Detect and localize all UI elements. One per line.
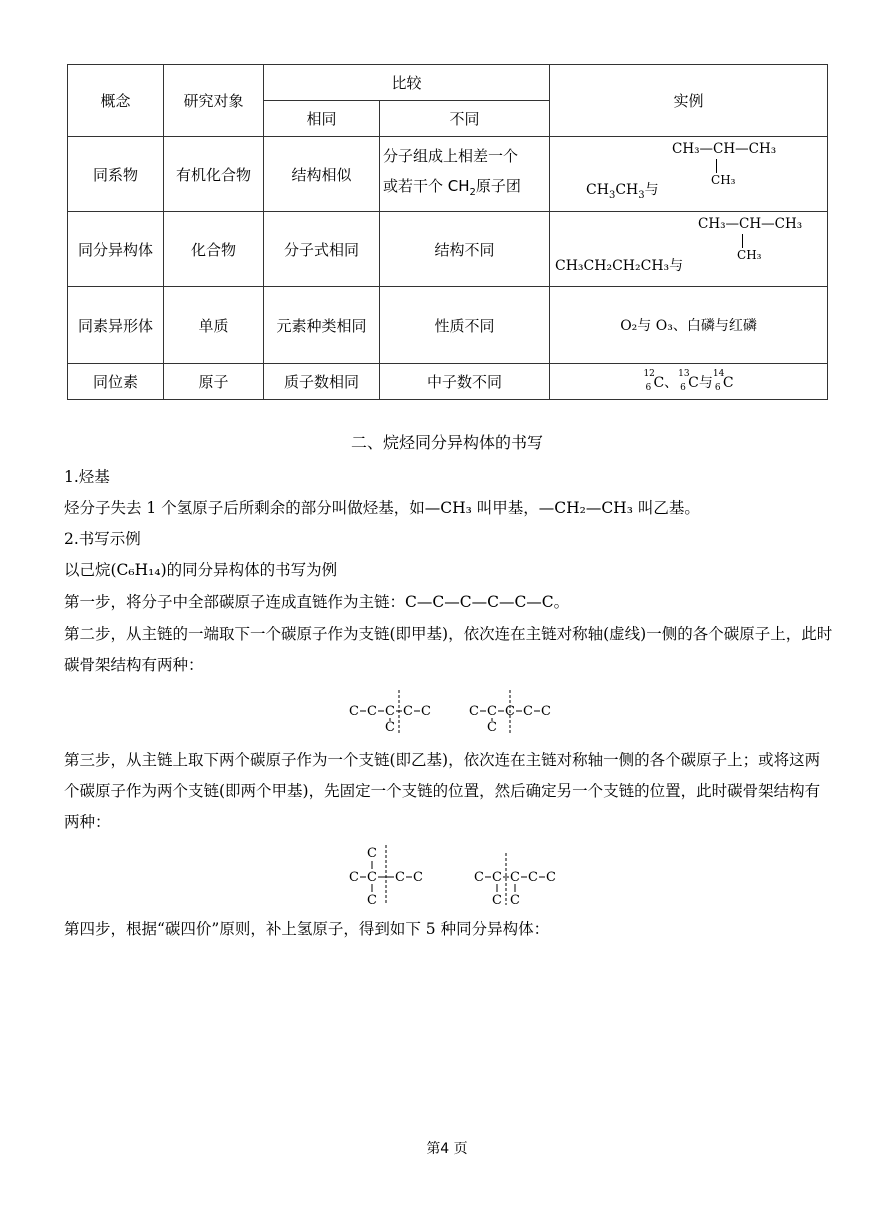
carbon-atom: C	[403, 704, 413, 719]
paragraph: 烃分子失去 1 个氢原子后所剩余的部分叫做烃基，如—CH₃ 叫甲基，—CH₂—CH₃ 叫乙基。	[64, 499, 700, 517]
paragraph: 第一步，将分子中全部碳原子连成直链作为主链：C—C—C—C—C—C。	[64, 593, 570, 611]
cell-example	[550, 364, 828, 400]
carbon-atom: C	[510, 893, 520, 907]
carbon-atom: C	[523, 704, 533, 719]
carbon-atom: C	[487, 704, 497, 719]
cell-object: 原子	[164, 364, 264, 400]
table-row	[68, 364, 828, 400]
isotope-c12: 12 6 C	[643, 368, 665, 393]
example-isobutane-sub: CH₃	[711, 173, 736, 187]
carbon-atom: C	[367, 893, 377, 907]
carbon-atom: C	[395, 870, 405, 885]
carbon-atom: C	[349, 704, 359, 719]
paragraph: 以己烷(C₆H₁₄)的同分异构体的书写为例	[64, 561, 338, 579]
carbon-atom: C	[367, 704, 377, 719]
cell-concept: 同位素	[68, 364, 164, 400]
carbon-atom: C	[349, 870, 359, 885]
diff-line-2-sub: 2	[469, 186, 476, 198]
header-same: 相同	[264, 101, 380, 137]
cell-same: 结构相似	[264, 137, 380, 212]
skeleton-diagram-methyl	[330, 688, 570, 736]
carbon-atom: C	[367, 846, 377, 861]
carbon-atom: C	[492, 870, 502, 885]
carbon-atom: C	[385, 704, 395, 719]
diff-line-2b: 原子团	[475, 176, 521, 195]
cell-same: 质子数相同	[264, 364, 380, 400]
header-compare: 比较	[264, 65, 550, 101]
carbon-atom: C	[413, 870, 423, 885]
skeleton-diagram-ethyl	[330, 843, 570, 907]
cell-example: O₂与 O₃、白磷与红磷	[550, 287, 828, 364]
cell-concept: 同素异形体	[68, 287, 164, 364]
isotope-c13: 13 6 C	[678, 368, 699, 393]
example-ethane: $CH_3CH_3$与	[586, 182, 659, 201]
cell-diff: 性质不同	[380, 287, 550, 364]
carbon-atom: C	[528, 870, 538, 885]
isotope-c14: 14 6 C	[712, 368, 734, 393]
table-row	[68, 287, 828, 364]
cell-concept: 同分异构体	[68, 212, 164, 287]
example-isobutane-sub: CH₃	[737, 248, 762, 262]
header-example: 实例	[550, 65, 828, 137]
cell-diff	[380, 137, 550, 212]
header-different: 不同	[380, 101, 550, 137]
cell-object: 有机化合物	[164, 137, 264, 212]
subsection-title: 1.烃基	[64, 468, 110, 486]
carbon-atom: C	[469, 704, 479, 719]
cell-concept: 同系物	[68, 137, 164, 212]
cell-object: 化合物	[164, 212, 264, 287]
carbon-atom: C	[421, 704, 431, 719]
example-isobutane-main: CH₃—CH—CH₃	[672, 141, 777, 157]
diff-line-2a: 或若干个 CH	[383, 176, 470, 195]
cell-diff: 中子数不同	[380, 364, 550, 400]
separator: 、	[664, 374, 679, 391]
cell-same: 元素种类相同	[264, 287, 380, 364]
separator: 与	[698, 374, 713, 391]
carbon-atom: C	[367, 870, 377, 885]
carbon-atom: C	[492, 893, 502, 907]
carbon-atom: C	[474, 870, 484, 885]
header-concept: 概念	[68, 65, 164, 137]
table-row	[68, 212, 828, 287]
paragraph: 第二步，从主链的一端取下一个碳原子作为支链(即甲基)，依次连在主链对称轴(虚线)一侧的各个碳原子上，此时碳骨架结构有两种：	[64, 625, 833, 674]
table-row	[68, 137, 828, 212]
carbon-atom: C	[385, 720, 395, 735]
cell-diff: 结构不同	[380, 212, 550, 287]
carbon-atom: C	[510, 870, 520, 885]
carbon-atom: C	[487, 720, 497, 735]
cell-same: 分子式相同	[264, 212, 380, 287]
diff-line-1: 分子组成上相差一个	[383, 146, 519, 165]
bond-line	[742, 234, 743, 248]
paragraph: 第三步，从主链上取下两个碳原子作为一个支链(即乙基)，依次连在主链对称轴一侧的各个碳原子上；或将这两个碳原子作为两个支链(即两个甲基)，先固定一个支链的位置，然后确定另一个支链的位置，此时碳骨架结构有两种：	[64, 751, 821, 831]
carbon-atom: C	[541, 704, 551, 719]
subsection-title: 2.书写示例	[64, 530, 141, 548]
page-number: 第4 页	[426, 1141, 468, 1157]
header-object: 研究对象	[164, 65, 264, 137]
example-butane: CH₃CH₂CH₂CH₃与	[555, 258, 684, 274]
paragraph: 第四步，根据“碳四价”原则，补上氢原子，得到如下 5 种同分异构体：	[64, 920, 550, 938]
cell-example	[550, 212, 828, 287]
carbon-atom: C	[505, 704, 515, 719]
cell-example	[550, 137, 828, 212]
cell-object: 单质	[164, 287, 264, 364]
carbon-atom: C	[546, 870, 556, 885]
comparison-table	[67, 64, 828, 400]
bond-line	[716, 159, 717, 173]
example-isobutane-main: CH₃—CH—CH₃	[698, 216, 803, 232]
section-title: 二、烷烃同分异构体的书写	[350, 433, 543, 452]
